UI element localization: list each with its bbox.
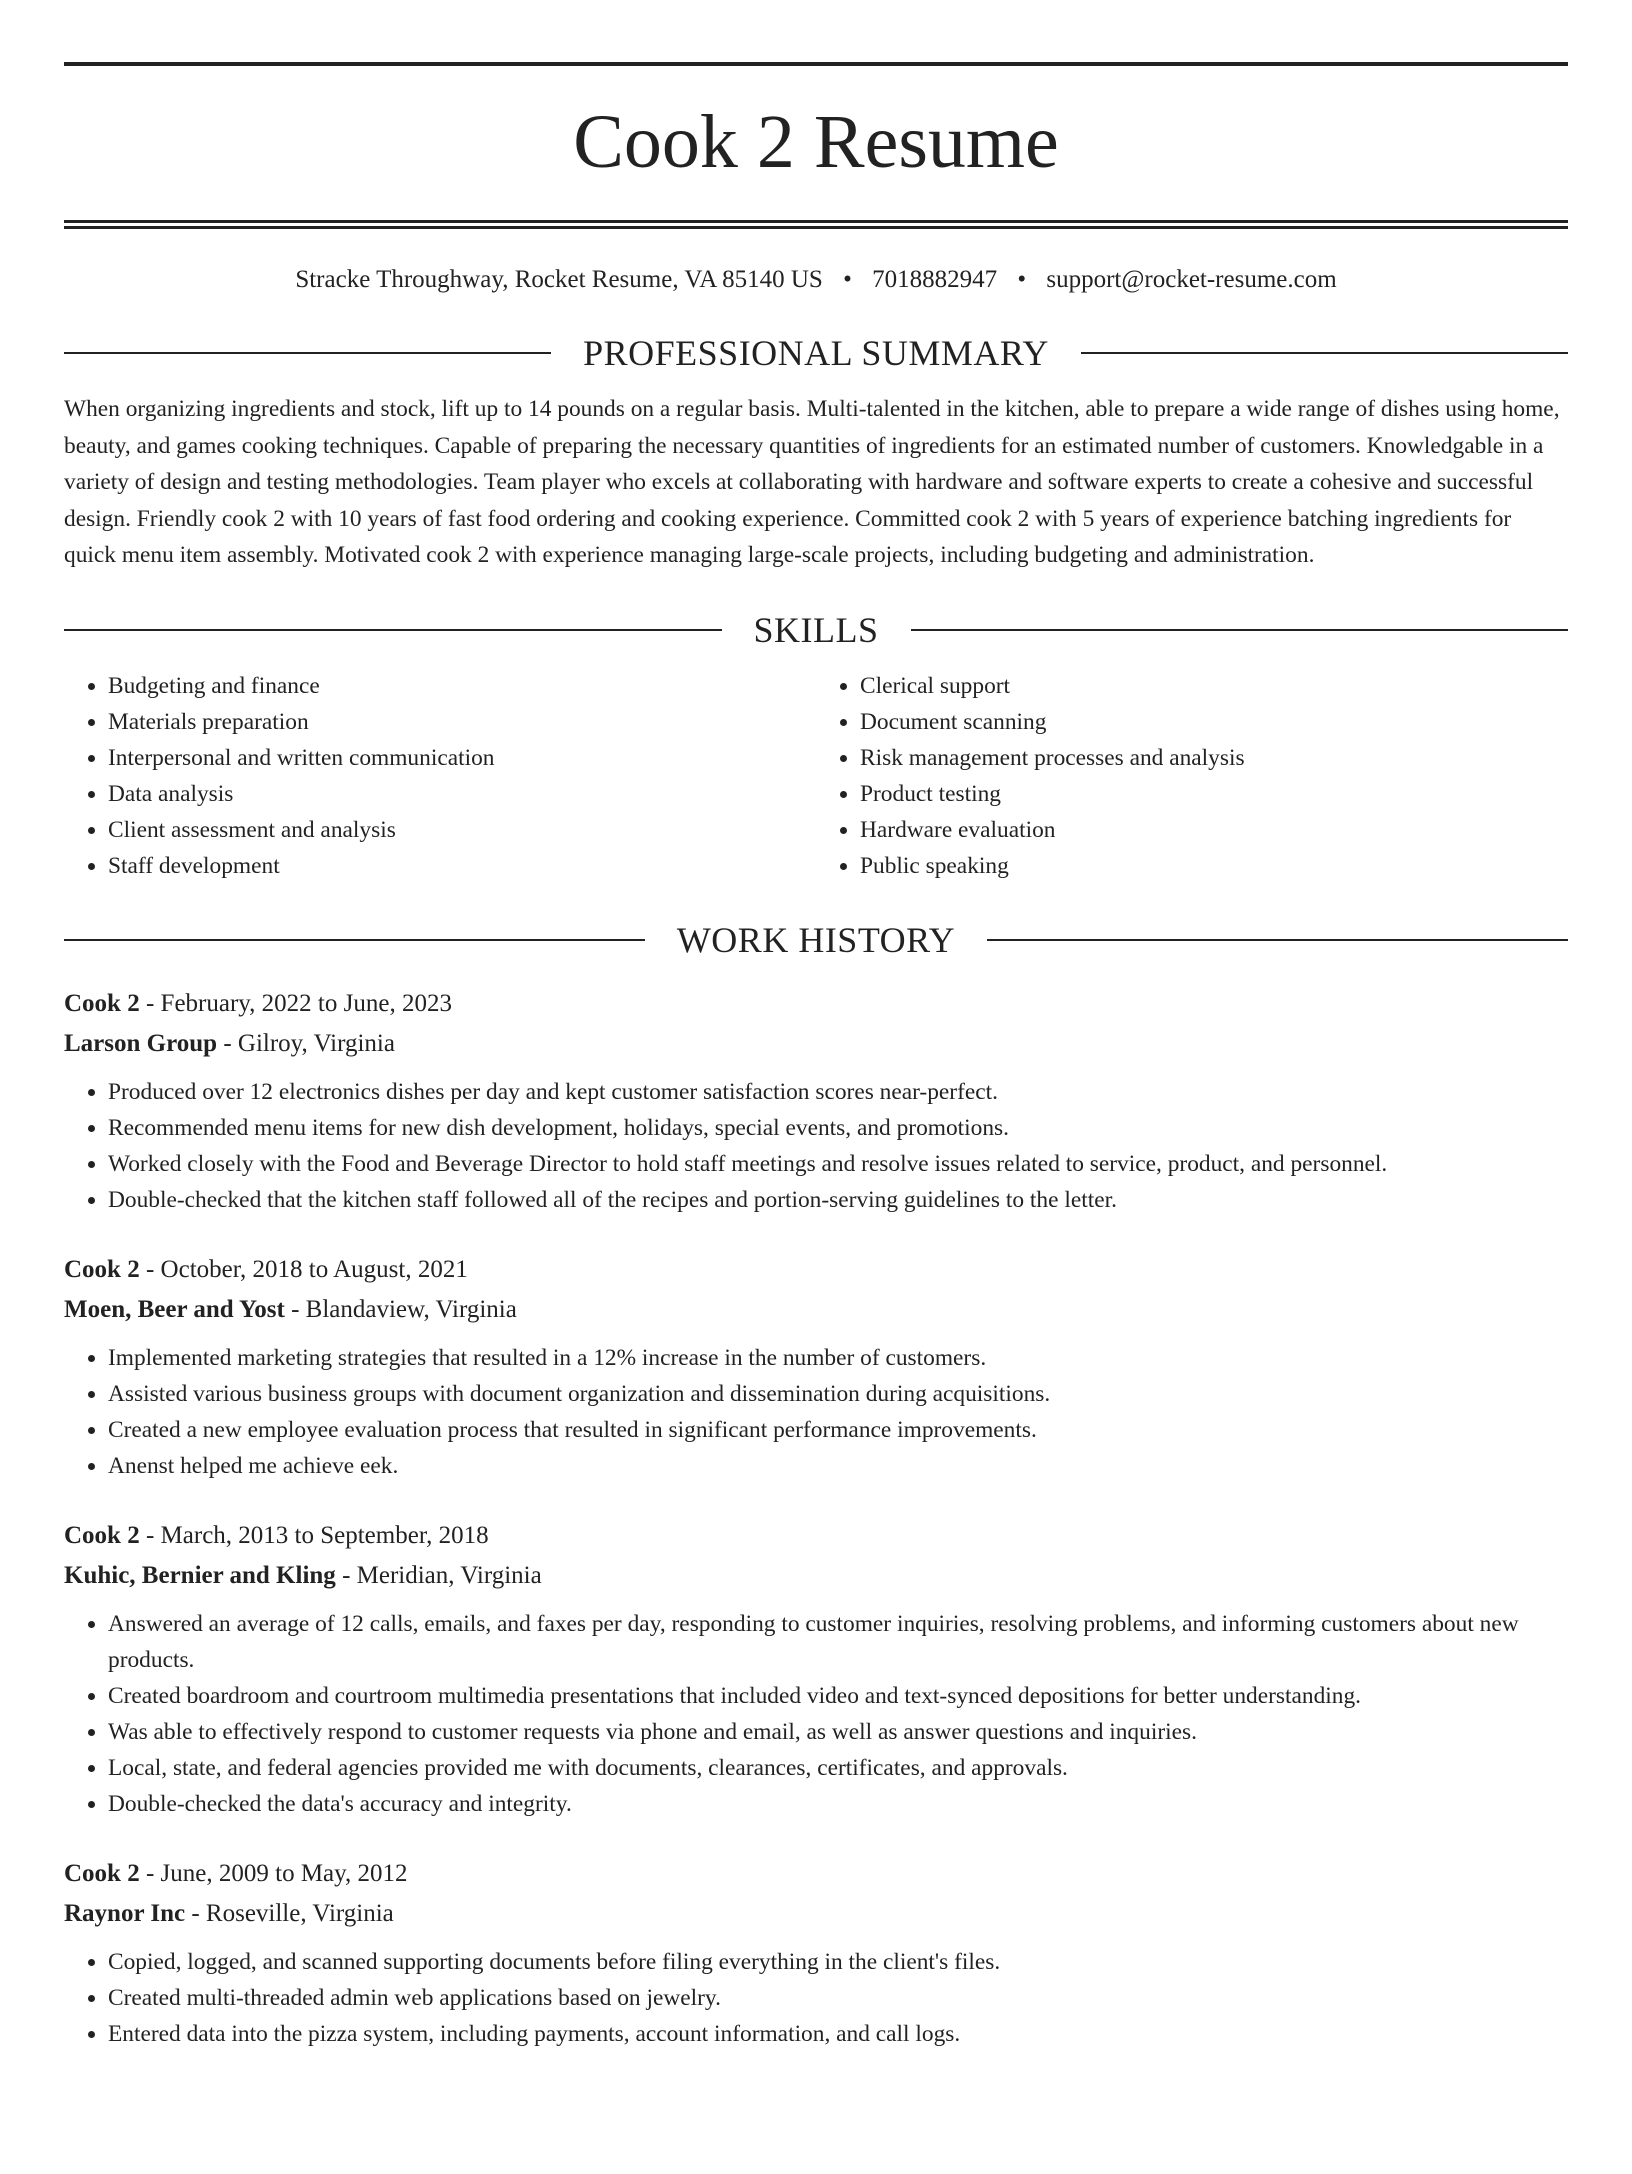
top-rule: [64, 62, 1568, 66]
skill-item: • Public speaking: [860, 848, 1568, 884]
job-bullet: • Copied, logged, and scanned supporting documents before filing everything in the client's files.: [108, 1944, 1568, 1980]
job-company-line: [64, 1290, 1568, 1330]
job-bullet: • Anenst helped me achieve eek.: [108, 1448, 1568, 1484]
section-title-summary: PROFESSIONAL SUMMARY: [583, 333, 1049, 373]
skill-item: • Budgeting and finance: [108, 668, 816, 704]
job-entry: [64, 1250, 1568, 1484]
skill-item: • Materials preparation: [108, 704, 816, 740]
skills-grid: [64, 668, 1568, 884]
job-location: - Meridian, Virginia: [335, 1561, 542, 1589]
job-title: Cook 2: [64, 989, 140, 1017]
summary-paragraph: When organizing ingredients and stock, lift up to 14 pounds on a regular basis. Multi-talented in the kitchen, able to prepare a wide range of dishes using home, beauty, and games cooking techniques. Capable of preparing the necessary quantities of ingredients for an estimated number of customers. Knowledgable in a variety of design and testing methodologies. Team player who excels at collaborating with hardware and software experts to create a cohesive and successful design. Friendly cook 2 with 10 years of fast food ordering and cooking experience. Committed cook 2 with 5 years of experience batching ingredients for quick menu item assembly. Motivated cook 2 with experience managing large-scale projects, including budgeting and administration.: [64, 396, 1560, 568]
section-rule-right: [1081, 352, 1568, 354]
job-bullet: • Entered data into the pizza system, including payments, account information, and call logs.: [108, 2016, 1568, 2052]
section-rule-right: [911, 629, 1569, 631]
job-bullets: [64, 1944, 1568, 2052]
job-bullet: • Double-checked that the kitchen staff followed all of the recipes and portion-serving guidelines to the letter.: [108, 1182, 1568, 1218]
job-title-line: [64, 1250, 1568, 1290]
skill-item: • Document scanning: [860, 704, 1568, 740]
section-header-skills: [64, 608, 1568, 652]
job-bullet: • Created boardroom and courtroom multimedia presentations that included video and text-synced depositions for better understanding.: [108, 1678, 1568, 1714]
job-bullets: [64, 1606, 1568, 1822]
job-bullet: • Worked closely with the Food and Beverage Director to hold staff meetings and resolve issues related to service, product, and personnel.: [108, 1146, 1568, 1182]
skill-item: • Hardware evaluation: [860, 812, 1568, 848]
resume-title: Cook 2 Resume: [573, 100, 1059, 184]
title-double-rule: [64, 220, 1568, 229]
skill-item: • Risk management processes and analysis: [860, 740, 1568, 776]
job-title-line: [64, 1516, 1568, 1556]
job-dates: - February, 2022 to June, 2023: [139, 989, 452, 1017]
skill-item: • Interpersonal and written communication: [108, 740, 816, 776]
job-company: Larson Group: [64, 1029, 218, 1057]
job-bullet: • Produced over 12 electronics dishes per day and kept customer satisfaction scores near-perfect.: [108, 1074, 1568, 1110]
job-company: Moen, Beer and Yost: [64, 1295, 285, 1323]
skill-item: • Product testing: [860, 776, 1568, 812]
job-dates: - June, 2009 to May, 2012: [139, 1859, 408, 1887]
skill-item: • Clerical support: [860, 668, 1568, 704]
section-title-skills: SKILLS: [753, 609, 879, 650]
contact-phone: 7018882947: [872, 266, 998, 293]
job-dates: - March, 2013 to September, 2018: [139, 1521, 489, 1549]
job-entry: [64, 1516, 1568, 1822]
skill-item: • Client assessment and analysis: [108, 812, 816, 848]
section-rule-right: [987, 939, 1568, 941]
contact-address: Stracke Throughway, Rocket Resume, VA 85140 US: [295, 266, 823, 293]
job-location: - Blandaview, Virginia: [284, 1295, 517, 1323]
job-bullet: • Assisted various business groups with document organization and dissemination during acquisitions.: [108, 1376, 1568, 1412]
job-title: Cook 2: [64, 1255, 140, 1283]
section-rule-left: [64, 939, 645, 941]
contact-line: [64, 263, 1568, 297]
section-title-work: WORK HISTORY: [676, 919, 956, 960]
job-bullets: [64, 1074, 1568, 1218]
job-company-line: [64, 1024, 1568, 1064]
job-title-line: [64, 1854, 1568, 1894]
resume-page: [0, 62, 1632, 2174]
section-header-work: [64, 918, 1568, 962]
job-dates: - October, 2018 to August, 2021: [139, 1255, 468, 1283]
contact-separator: •: [843, 266, 852, 293]
job-bullet: • Local, state, and federal agencies provided me with documents, clearances, certificates, and approvals.: [108, 1750, 1568, 1786]
skill-item: • Staff development: [108, 848, 816, 884]
section-rule-left: [64, 629, 722, 631]
job-bullet: • Double-checked the data's accuracy and integrity.: [108, 1786, 1568, 1822]
job-bullet: • Created a new employee evaluation process that resulted in significant performance improvements.: [108, 1412, 1568, 1448]
section-header-summary: [64, 331, 1568, 375]
job-bullets: [64, 1340, 1568, 1484]
job-company-line: [64, 1894, 1568, 1934]
job-title-line: [64, 984, 1568, 1024]
job-entry: [64, 984, 1568, 1218]
skill-item: • Data analysis: [108, 776, 816, 812]
job-location: - Roseville, Virginia: [185, 1899, 394, 1927]
section-rule-left: [64, 352, 551, 354]
job-bullet: • Answered an average of 12 calls, emails, and faxes per day, responding to customer inquiries, resolving problems, and informing customers about new products.: [108, 1606, 1568, 1678]
job-company: Kuhic, Bernier and Kling: [64, 1561, 336, 1589]
job-company: Raynor Inc: [64, 1899, 186, 1927]
job-bullet: • Recommended menu items for new dish development, holidays, special events, and promotions.: [108, 1110, 1568, 1146]
job-bullet: • Implemented marketing strategies that resulted in a 12% increase in the number of customers.: [108, 1340, 1568, 1376]
skills-column-left: [64, 668, 816, 884]
job-title: Cook 2: [64, 1521, 140, 1549]
job-bullet: • Was able to effectively respond to customer requests via phone and email, as well as answer questions and inquiries.: [108, 1714, 1568, 1750]
job-entry: [64, 1854, 1568, 2052]
job-company-line: [64, 1556, 1568, 1596]
skills-column-right: [816, 668, 1568, 884]
job-location: - Gilroy, Virginia: [217, 1029, 395, 1057]
contact-email: support@rocket-resume.com: [1046, 266, 1337, 293]
job-bullet: • Created multi-threaded admin web applications based on jewelry.: [108, 1980, 1568, 2016]
job-title: Cook 2: [64, 1859, 140, 1887]
contact-separator: •: [1017, 266, 1027, 293]
